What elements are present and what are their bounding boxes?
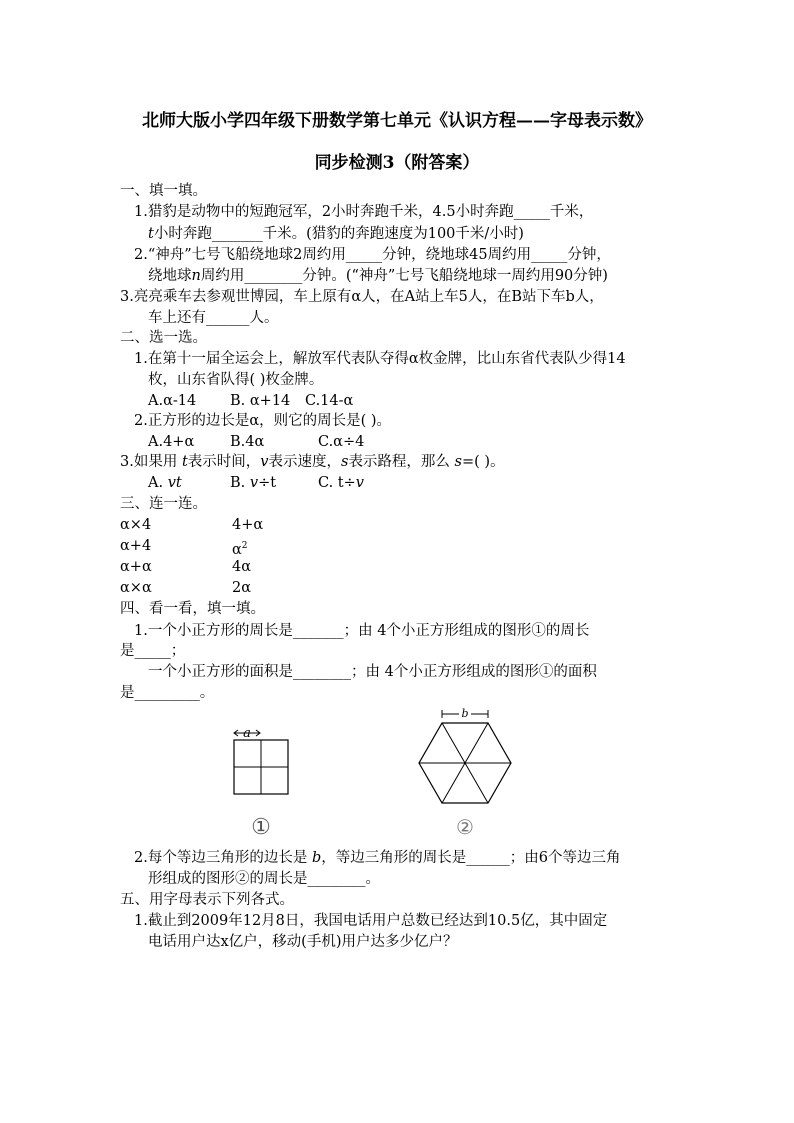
s2-q3-post: =( )。 (462, 454, 505, 470)
s1-q1-line1: 1.猎豹是动物中的短跑冠军，2小时奔跑千米，4.5小时奔跑_____千米， (134, 204, 594, 220)
match-right-2-base: α (232, 541, 242, 558)
figure-2-hexagon (410, 704, 520, 840)
s2-q3-opt-a (148, 473, 182, 493)
s2-q3-mid2: 表示速度， (268, 454, 341, 470)
s4-q1-line1: 1.一个小正方形的周长是_______；由 4个小正方形组成的图形①的周长 (134, 623, 590, 639)
s1-q1-line2-text: 小时奔跑_______千米。(猎豹的奔跑速度为100千米/小时) (153, 226, 524, 242)
var-s: s (340, 454, 349, 470)
var-b: b (311, 850, 322, 866)
s1-q3-line2: 车上还有______人。 (148, 310, 279, 326)
s2-q2-opt-a: A.4+α (148, 434, 195, 450)
s2-q2-opt-b: B.4α (230, 434, 265, 450)
s1-q3-line1: 3.亮亮乘车去参观世博园，车上原有α人，在A站上车5人，在B站下车b人， (120, 289, 604, 305)
match-left-1: α×4 (120, 517, 152, 533)
document-subtitle: 同步检测3（附答案） (314, 153, 480, 173)
s1-q2-line2 (148, 266, 608, 286)
var-vt: vt (167, 475, 182, 491)
s4-q2-line1 (134, 848, 620, 868)
section-5-heading: 五、用字母表示下列各式。 (120, 892, 294, 908)
var-v: v (249, 475, 259, 491)
s4-q2-line2: 形组成的图形②的周长是________。 (148, 871, 380, 887)
section-1-heading: 一、填一填。 (120, 183, 207, 199)
fig1-side-label: a (243, 726, 251, 741)
var-s: s (454, 454, 462, 470)
fig2-side-label: b (461, 707, 469, 720)
s1-q2-line1: 2.“神舟”七号飞船绕地球2周约用_____分钟，绕地球45周约用_____分钟， (134, 247, 611, 263)
s2-q2-opt-c: C.α÷4 (318, 434, 365, 450)
fig2-caption: ② (456, 815, 474, 839)
s2-q1-opt-a: A.α-14 (148, 393, 197, 409)
s5-q1-line2: 电话用户达x亿户，移动(手机)用户达多少亿户？ (148, 934, 458, 950)
match-left-4: α×α (120, 580, 152, 596)
match-right-2-exponent: 2 (241, 541, 248, 551)
s2-q3 (120, 452, 505, 472)
s2-q3-opt-c (318, 473, 364, 493)
s2-q3-opt-a-pre: A. (148, 475, 168, 491)
var-v: v (260, 454, 269, 470)
s4-q1-line4: 是_________。 (120, 685, 215, 701)
s2-q3-opt-b (230, 473, 276, 493)
s2-q3-pre: 3.如果用 (120, 454, 182, 470)
s2-q1-opt-c: C.14-α (305, 393, 354, 409)
s1-q1-line2 (148, 224, 524, 244)
section-2-heading: 二、选一选。 (120, 330, 207, 346)
s2-q1-line1: 1.在第十一届全运会上，解放军代表队夺得α枚金牌，比山东省代表队少得14 (134, 351, 626, 367)
s2-q3-opt-b-post: ÷t (258, 475, 277, 491)
section-4-heading: 四、看一看，填一填。 (120, 601, 265, 617)
s2-q3-opt-c-pre: C. t÷ (318, 475, 356, 491)
match-right-1: 4+α (232, 517, 264, 533)
s2-q2: 2.正方形的边长是α，则它的周长是( )。 (134, 413, 392, 429)
var-v: v (355, 475, 364, 491)
var-t: t (148, 226, 154, 242)
document-title: 北师大版小学四年级下册数学第七单元《认识方程——字母表示数》 (142, 111, 652, 131)
s4-q2-post: ，等边三角形的周长是______；由6个等边三角 (321, 850, 621, 866)
fig1-caption: ① (251, 815, 271, 840)
s2-q3-mid1: 表示时间， (187, 454, 261, 470)
s5-q1-line1: 1.截止到2009年12月8日，我国电话用户总数已经达到10.5亿，其中固定 (134, 913, 608, 929)
var-n: n (191, 268, 201, 284)
match-left-2: α+4 (120, 538, 152, 554)
section-3-heading: 三、连一连。 (120, 496, 207, 512)
s2-q1-line2: 枚，山东省队得( )枚金牌。 (148, 372, 324, 388)
s2-q3-opt-b-pre: B. (230, 475, 250, 491)
s4-q1-line3: 一个小正方形的面积是________；由 4个小正方形组成的图形①的面积 (148, 664, 597, 680)
s1-q2-line2-pre: 绕地球 (148, 268, 192, 284)
var-t: t (181, 454, 188, 470)
s4-q2-pre: 2.每个等边三角形的边长是 (134, 850, 312, 866)
s2-q1-opt-b: B. α+14 (230, 393, 291, 409)
s1-q2-line2-post: 周约用________分钟。(“神舟”七号飞船绕地球一周约用90分钟) (200, 268, 608, 284)
s4-q1-line2: 是_____； (120, 643, 186, 659)
s2-q3-mid3: 表示路程，那么 (348, 454, 455, 470)
match-left-3: α+α (120, 559, 152, 575)
match-right-4: 2α (232, 580, 252, 596)
match-right-3: 4α (232, 559, 252, 575)
figure-1-square-grid (228, 722, 294, 840)
